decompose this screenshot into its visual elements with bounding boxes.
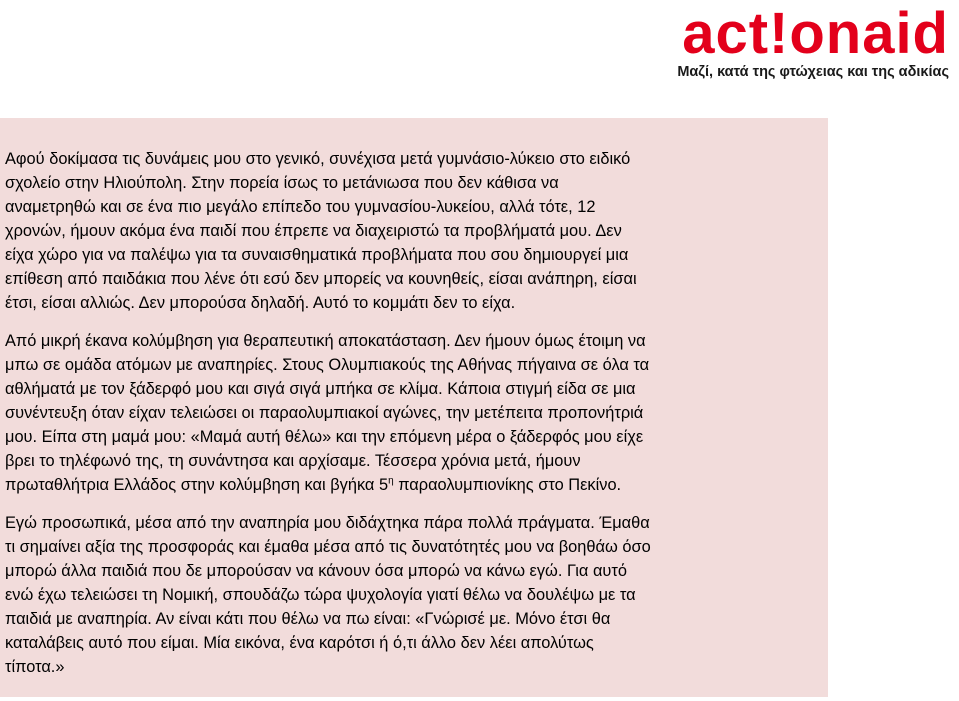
paragraph-1: Αφού δοκίμασα τις δυνάμεις μου στο γενικό, συνέχισα μετά γυμνάσιο-λύκειο στο ειδικό σχολείο στην Ηλιούπολη. Στην πορεία ίσως το μετάνιωσα που δεν κάθισα να αναμετρηθώ και σε ένα πιο μεγάλο επίπεδο του γυμνασίου-λυκείου, αλλά τότε, 12 χρονών, ήμουν ακόμα ένα παιδί που έπρεπε να διαχειριστώ τα προβλήματά μου. Δεν είχα χώρο για να παλέψω για τα συναισθηματικά προβλήματα που σου δημιουργεί μια επίθεση από παιδάκια που λένε ότι εσύ δεν μπορείς να κουνηθείς, είσαι ανάπηρη, είσαι έτσι, είσαι αλλιώς. Δεν μπορούσα δηλαδή. Αυτό το κομμάτι δεν το είχα. xyxy=(5,150,637,312)
paragraph-2-tail: παραολυμπιονίκης στο Πεκίνο. xyxy=(393,476,622,494)
logo-tagline: Μαζί, κατά της φτώχειας και της αδικίας xyxy=(677,64,949,80)
logo-wordmark: act!onaid xyxy=(682,1,949,66)
actionaid-logo xyxy=(609,1,949,80)
paragraph-3: Εγώ προσωπικά, μέσα από την αναπηρία μου διδάχτηκα πάρα πολλά πράγματα. Έμαθα τι σημαίνει αξία της προσφοράς και έμαθα μέσα από τις δυνατότητές μου να βοηθάω όσο μπορώ άλλα παιδιά που δε μπορούσαν να κάνουν όσα μπορώ να κάνω εγώ. Για αυτό ενώ έχω τελειώσει τη Νομική, σπουδάζω τώρα ψυχολογία γιατί θέλω να δουλέψω με τα παιδιά με αναπηρία. Αν είναι κάτι που θέλω να πω είναι: «Γνώρισέ με. Μόνο έτσι θα καταλάβεις αυτό που είμαι. Μία εικόνα, ένα καρότσι ή ό,τι άλλο δεν λέει απολύτως τίποτα.» xyxy=(5,514,651,676)
ordinal-superscript: η xyxy=(388,475,394,487)
paragraph-2 xyxy=(5,329,828,497)
paragraph-2-text: Από μικρή έκανα κολύμβηση για θεραπευτική αποκατάσταση. Δεν ήμουν όμως έτοιμη να μπω σε ομάδα ατόμων με αναπηρίες. Στους Ολυμπιακούς της Αθήνας πήγαινα σε όλα τα αθλήματά με τον ξάδερφό μου και σιγά σιγά μπήκα σε κλίμα. Κάποια στιγμή είδα σε μια συνέντευξη όταν είχαν τελειώσει οι παραολυμπιακοί αγώνες, την μετέπειτα προπονήτριά μου. Είπα στη μαμά μου: «Μαμά αυτή θέλω» και την επόμενη μέρα ο ξάδερφός μου είχε βρει το τηλέφωνό της, τη συνάντησα και αρχίσαμε. Τέσσερα χρόνια μετά, ήμουν πρωταθλήτρια Ελλάδος στην κολύμβηση και βγήκα 5 xyxy=(5,332,650,494)
text-panel xyxy=(0,118,828,697)
